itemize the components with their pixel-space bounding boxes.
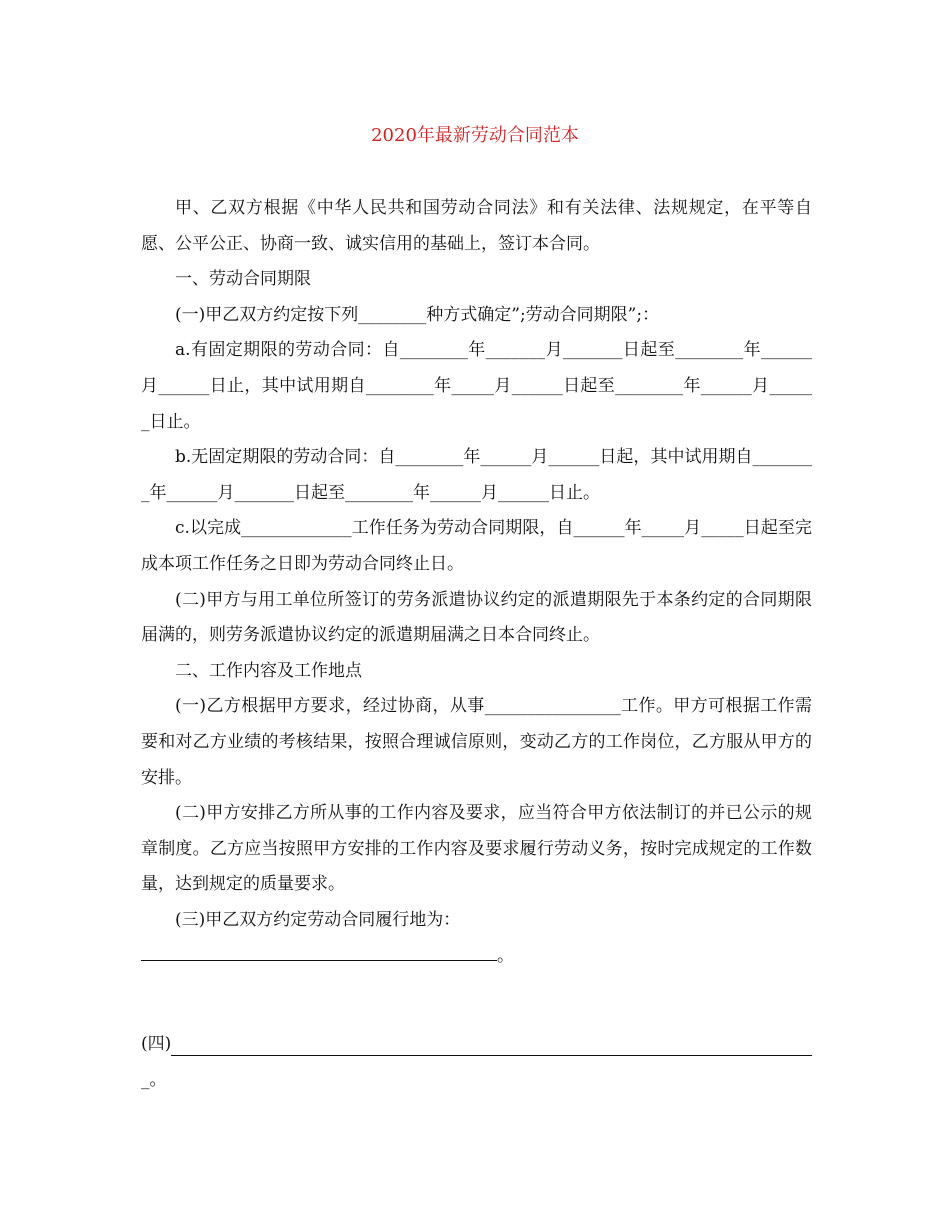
item-four-row xyxy=(141,1027,812,1063)
work-location-end-mark: 。 xyxy=(497,946,514,967)
item-four-label: (四) xyxy=(141,1034,172,1054)
document-body xyxy=(141,191,812,975)
item-four-block xyxy=(141,1027,812,1098)
paragraph-fixed-term: a.有固定期限的劳动合同：自________年_______月_______日起至________年______月______日止，其中试用期自________年_____月______日起至________年______月______日止。 xyxy=(141,340,812,432)
section-heading-contract-term: 一、劳动合同期限 xyxy=(175,269,311,290)
paragraph-term-method: (一)甲乙双方约定按下列________种方式确定”;劳动合同期限”;： xyxy=(175,304,660,325)
paragraph-dispatch-term: (二)甲方与用工单位所签订的劳务派遣协议约定的派遣期限先于本条约定的合同期限届满的，则劳务派遣协议约定的派遣期届满之日本合同终止。 xyxy=(141,589,812,646)
paragraph-work-requirements: (二)甲方安排乙方所从事的工作内容及要求，应当符合甲方依法制订的并已公示的规章制度。乙方应当按照甲方安排的工作内容及要求履行劳动义务，按时完成规定的工作数量，达到规定的质量要求。 xyxy=(141,803,812,895)
paragraph-intro: 甲、乙双方根据《中华人民共和国劳动合同法》和有关法律、法规规定，在平等自愿、公平公正、协商一致、诚实信用的基础上，签订本合同。 xyxy=(141,198,812,254)
paragraph-task-term: c.以完成_____________工作任务为劳动合同期限，自______年_____月_____日起至完成本项工作任务之日即为劳动合同终止日。 xyxy=(141,518,812,574)
paragraph-work-assignment: (一)乙方根据甲方要求，经过协商，从事________________工作。甲方可根据工作需要和对乙方业绩的考核结果，按照合理诚信原则，变动乙方的工作岗位，乙方服从甲方的安排。 xyxy=(141,696,812,788)
item-four-fill-rule xyxy=(171,1031,812,1056)
document-title: 2020年最新劳动合同范本 xyxy=(371,125,579,146)
work-location-fill-rule xyxy=(141,938,497,961)
paragraph-work-location: (三)甲乙双方约定劳动合同履行地为： xyxy=(175,909,461,930)
paragraph-open-term: b.无固定期限的劳动合同：自________年______月______日起，其中试用期自________年______月_______日起至________年______月______日止。 xyxy=(141,447,812,503)
item-four-end: _。 xyxy=(141,1069,167,1090)
work-location-blank-line xyxy=(141,938,812,975)
section-heading-work-content: 二、工作内容及工作地点 xyxy=(175,660,362,681)
